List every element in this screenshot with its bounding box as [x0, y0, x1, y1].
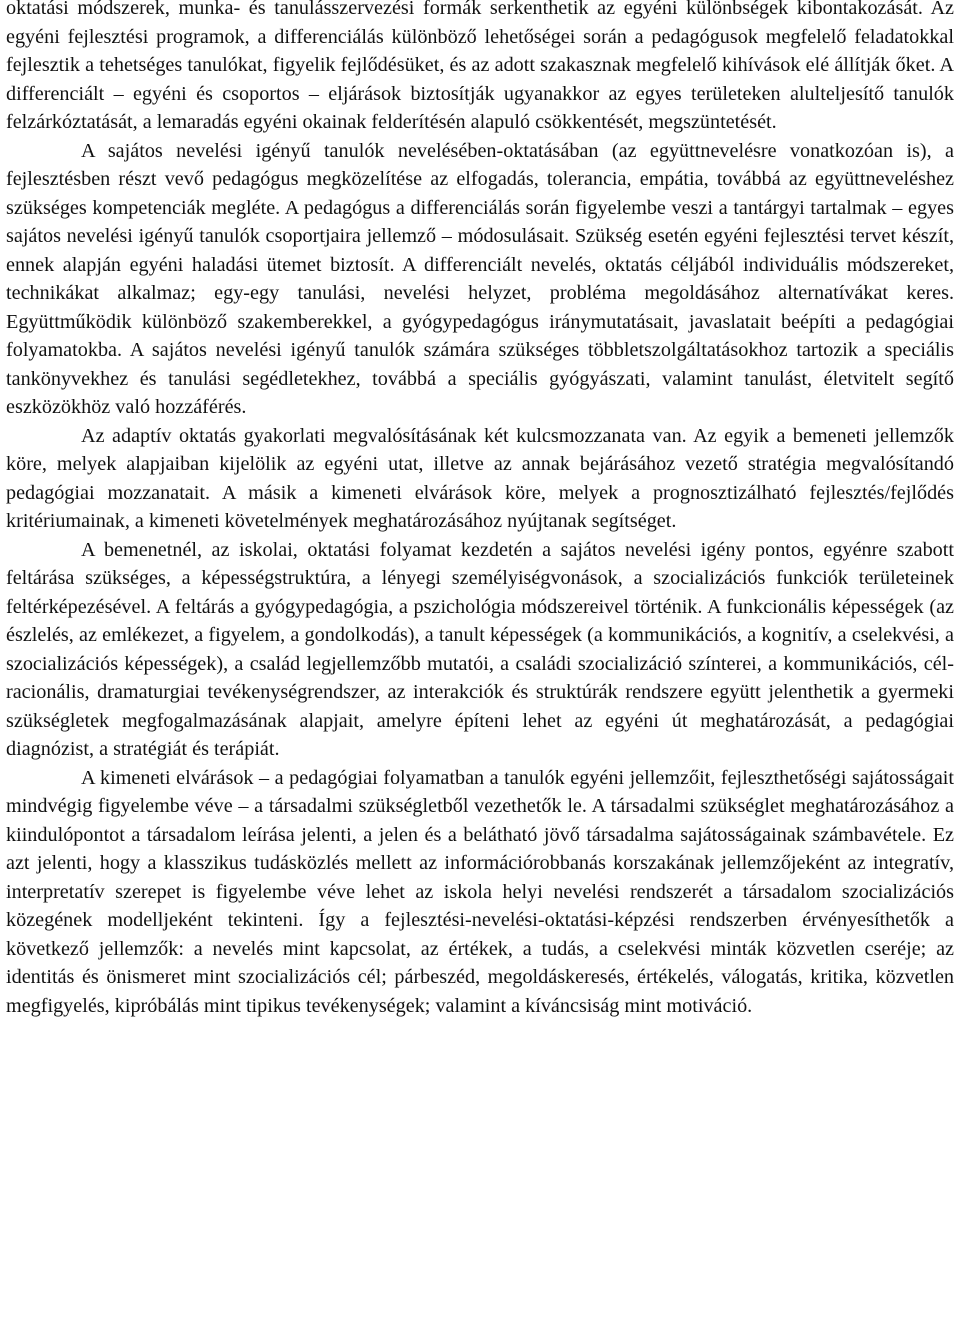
paragraph-output-expectations: A kimeneti elvárások – a pedagógiai folyamatban a tanulók egyéni jellemzőit, fejleszthetőségi sajátosságait mindvégig figyelembe véve – a társadalmi szükségletből vezethetők le. A társadalmi szükséglet meghatározásához a kiindulópontot a társadalom leírása jelenti, a jelen és a belátható jövő társadalma sajátosságainak számbavétele. Ez azt jelenti, hogy a klasszikus tudásközlés mellett az információrobbanás korszakának jellemzőjeként az integratív, interpretatív szerepet is figyelembe véve lehet az iskola helyi nevelési rendszerét a társadalom szocializációs közegének modelljeként tekinteni. Így a fejlesztési-nevelési-oktatási-képzési rendszerben érvényesíthetők a következő jellemzők: a nevelés mint kapcsolat, az értékek, a tudás, a cselekvési minták közvetlen cseréje; az identitás és önismeret mint szocializációs cél; párbeszéd, megoldáskeresés, értékelés, válogatás, kritika, közvetlen megfigyelés, kipróbálás mint tipikus tevékenységek; valamint a kíváncsiság mint motiváció. — [6, 766, 954, 1017]
paragraph-differentiation: oktatási módszerek, munka- és tanulásszervezési formák serkenthetik az egyéni különbségek kibontakozását. Az egyéni fejlesztési programok, a differenciálás különböző lehetőségei során a pedagógusok megfelelő feladatokkal fejlesztik a tehetséges tanulókat, figyelik fejlődésüket, és az adott szakasznak megfelelő kihívások elé állítják őket. A differenciált – egyéni és csoportos – eljárások biztosítják ugyanakkor az egyes területeken alulteljesítő tanulók felzárkóztatását, a lemaradás egyéni okainak felderítésén alapuló csökkentését, megszüntetését. — [6, 0, 954, 133]
paragraph-input-characteristics: A bemenetnél, az iskolai, oktatási folyamat kezdetén a sajátos nevelési igény pontos, egyénre szabott feltárása szükséges, a képességstruktúra, a lényegi személyiségvonások, a szocializációs funkciók területeinek feltérképezésével. A feltárás a gyógypedagógia, a pszichológia módszereivel történik. A funkcionális képességek (az észlelés, az emlékezet, a figyelem, a gondolkodás), a tanult képességek (a kommunikációs, a kognitív, a cselekvési, a szocializációs képességek), a család legjellemzőbb mutatói, a családi szocializáció színterei, a kommunikációs, cél-racionális, dramaturgiai tevékenységrendszer, az interakciók és struktúrák rendszere együtt jelenthetik a gyermeki szükségletek megfogalmazásának alapjait, amelyre építeni lehet az egyéni út meghatározását, a pedagógiai diagnózist, a stratégiát és terápiát. — [6, 538, 954, 760]
paragraph-adaptive-education: Az adaptív oktatás gyakorlati megvalósításának két kulcsmozzanata van. Az egyik a bemeneti jellemzők köre, melyek alapjaiban kijelölik az egyéni utat, illetve az annak bejárásához vezető stratégia megvalósítandó pedagógiai mozzanatait. A másik a kimeneti elvárások köre, melyek a prognosztizálható fejlesztés/fejlődés kritériumainak, a kimeneti követelmények meghatározásához nyújtanak segítséget. — [6, 424, 954, 532]
paragraph-special-needs: A sajátos nevelési igényű tanulók nevelésében-oktatásában (az együttnevelésre vonatkozóan is), a fejlesztésben részt vevő pedagógus megközelítése az elfogadás, tolerancia, empátia, továbbá az együttneveléshez szükséges kompetenciák megléte. A pedagógus a differenciálás során figyelembe veszi a tantárgyi tartalmak – egyes sajátos nevelési igényű tanulók csoportjaira jellemző – módosulásait. Szükség esetén egyéni fejlesztési tervet készít, ennek alapján egyéni haladási ütemet biztosít. A differenciált nevelés, oktatás céljából individuális módszereket, technikákat alkalmaz; egy-egy tanulási, nevelési helyzet, probléma megoldásához alternatívákat keres. Együttműködik különböző szakemberekkel, a gyógypedagógus iránymutatásait, javaslatait beépíti a pedagógiai folyamatokba. A sajátos nevelési igényű tanulók számára szükséges többletszolgáltatásokhoz tartozik a speciális tankönyvekhez és tanulási segédletekhez, továbbá a speciális gyógyászati, valamint tanulást, életvitelt segítő eszközökhöz való hozzáférés. — [6, 139, 954, 418]
